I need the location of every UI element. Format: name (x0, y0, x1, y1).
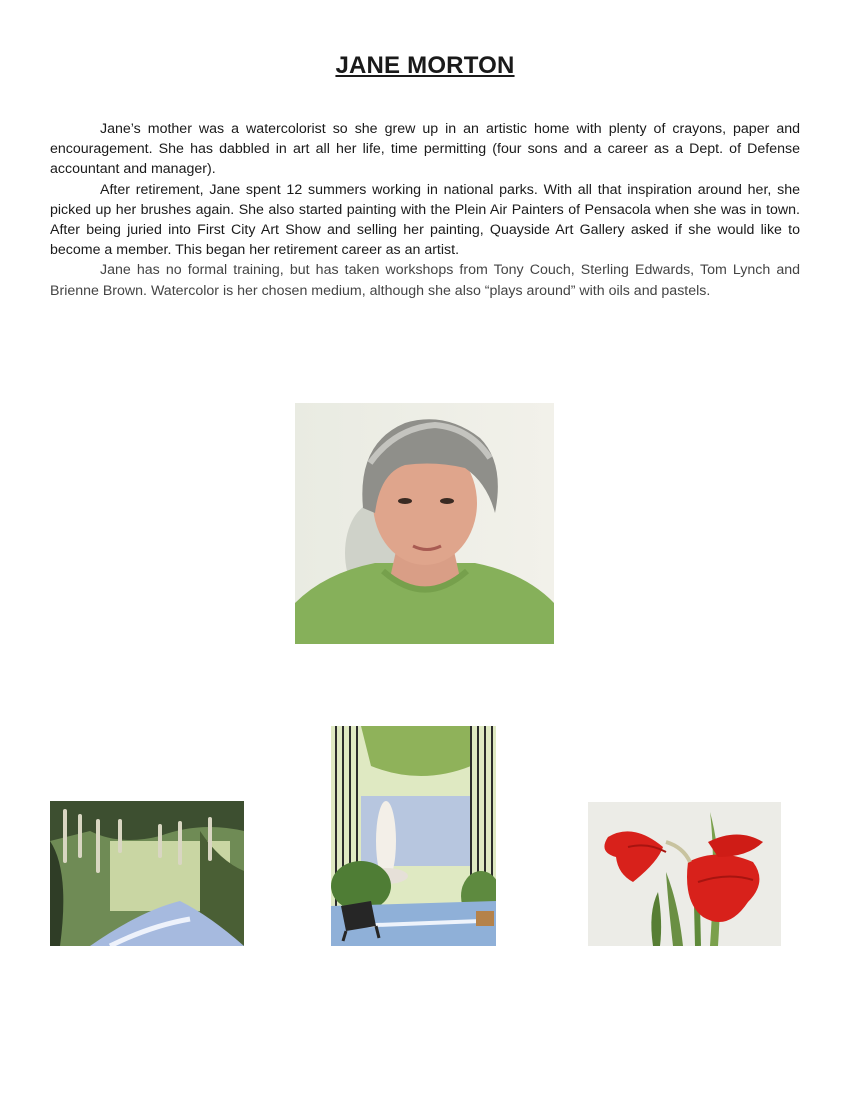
painting-oak-trees (50, 801, 244, 946)
bio-paragraph: After retirement, Jane spent 12 summers working in national parks. With all that inspiration around her, she picked up her brushes again. She also started painting with the Plein Air Painters of Pensacola when she was in town. After being juried into First City Art Show and selling her painting, Quayside Art Gallery asked if she would like to become a member. This began her retirement career as an artist. (50, 181, 800, 259)
bio-paragraph: Jane’s mother was a watercolorist so she grew up in an artistic home with plenty of crayons, paper and encouragement. She has dabbled in art all her life, time permitting (four sons and a career as a Dept. of Defense accountant and manager). (50, 121, 800, 178)
artist-portrait-photo (295, 403, 554, 644)
biography (50, 119, 800, 301)
painting-red-amaryllis (588, 802, 781, 946)
page-title: JANE MORTON (335, 52, 515, 79)
bio-paragraph: Jane has no formal training, but has taken workshops from Tony Couch, Sterling Edwards, Tom Lynch and Brienne Brown. Watercolor is her chosen medium, although she also “plays around” with oils and pastels. (50, 262, 800, 299)
painting-garden-gate (331, 726, 496, 946)
